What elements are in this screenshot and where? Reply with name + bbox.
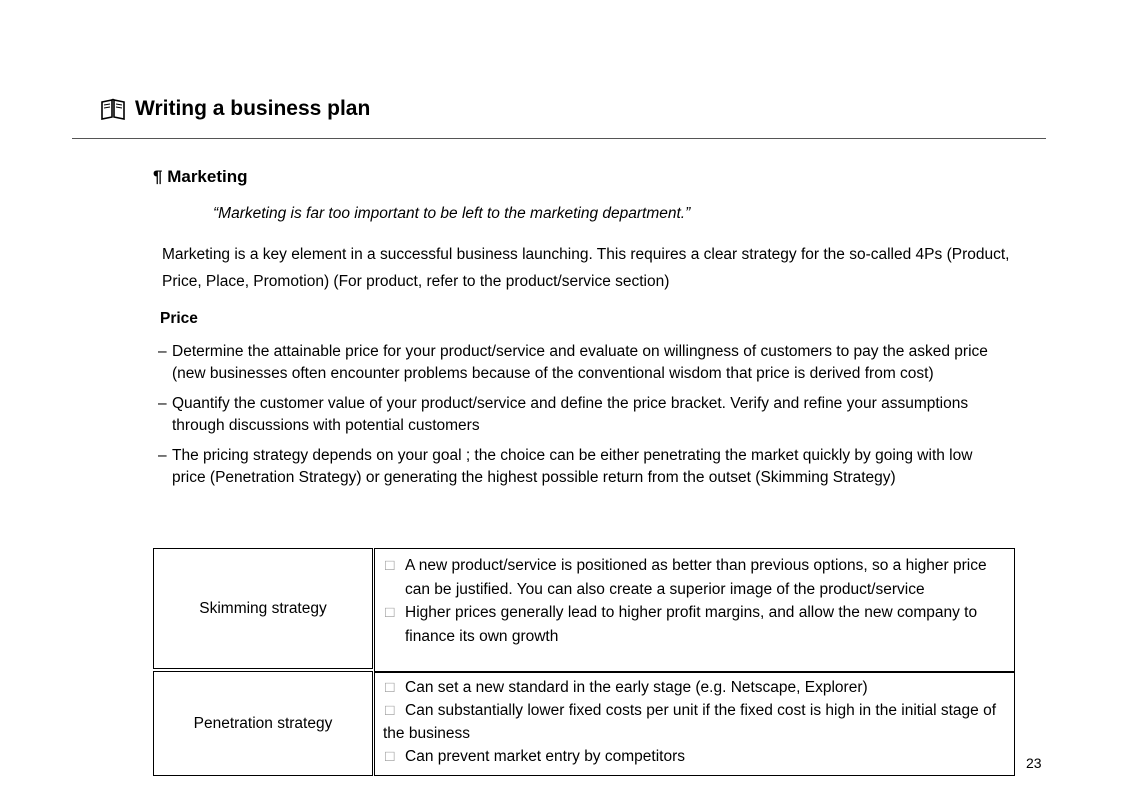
price-heading: Price xyxy=(160,310,198,327)
list-item xyxy=(158,341,998,384)
penetration-strategy-label: Penetration strategy xyxy=(193,714,333,732)
dash-marker: – xyxy=(158,343,167,360)
dash-marker: – xyxy=(158,395,167,412)
penetration-strategy-points-cell xyxy=(374,672,1015,776)
point-text: Can set a new standard in the early stage (e.g. Netscape, Explorer) xyxy=(405,679,868,696)
list-item xyxy=(158,393,998,436)
price-bullet-list xyxy=(158,341,998,497)
point-text: Can prevent market entry by competitors xyxy=(405,748,685,765)
bullet-icon: □ xyxy=(385,702,395,719)
page-number: 23 xyxy=(1026,755,1042,771)
list-item xyxy=(383,745,1014,768)
list-item xyxy=(383,699,1014,745)
page-title: Writing a business plan xyxy=(135,97,371,120)
point-text: Higher prices generally lead to higher profit margins, and allow the new company to finance its own growth xyxy=(405,604,978,645)
bullet-text: Quantify the customer value of your product/service and define the price bracket. Verify and refine your assumptions through discussions with potential customers xyxy=(172,395,969,434)
skimming-strategy-points-cell xyxy=(374,548,1015,672)
bullet-text: The pricing strategy depends on your goal ; the choice can be either penetrating the market quickly by going with low price (Penetration Strategy) or generating the highest possible return from the outset (Skimming Strategy) xyxy=(172,447,973,486)
section-title-text: Marketing xyxy=(167,167,248,186)
point-text: Can substantially lower fixed costs per unit if the fixed cost is high in the initial stage of the business xyxy=(383,702,997,742)
bullet-icon: □ xyxy=(385,604,395,621)
book-icon xyxy=(100,96,126,122)
point-text: A new product/service is positioned as better than previous options, so a higher price can be justified. You can also create a superior image of the product/service xyxy=(405,557,987,598)
header-divider xyxy=(72,138,1046,139)
skimming-strategy-label-cell xyxy=(153,548,373,669)
intro-paragraph: Marketing is a key element in a successful business launching. This requires a clear strategy for the so-called 4Ps (Product, Price, Place, Promotion) (For product, refer to the product/service section) xyxy=(162,246,1010,290)
section-title xyxy=(153,166,248,188)
list-item xyxy=(383,554,1014,601)
bullet-icon: □ xyxy=(385,557,395,574)
marketing-quote: “Marketing is far too important to be left to the marketing department.” xyxy=(213,205,691,222)
dash-marker: – xyxy=(158,447,167,464)
skimming-strategy-label: Skimming strategy xyxy=(199,599,327,617)
list-item xyxy=(383,676,1014,699)
list-item xyxy=(383,601,1014,648)
bullet-text: Determine the attainable price for your product/service and evaluate on willingness of customers to pay the asked price (new businesses often encounter problems because of the conventional wisdom that price is derived from cost) xyxy=(172,343,988,382)
list-item xyxy=(158,445,998,488)
penetration-strategy-label-cell xyxy=(153,671,373,776)
pilcrow-marker: ¶ xyxy=(153,167,163,186)
bullet-icon: □ xyxy=(385,748,395,765)
bullet-icon: □ xyxy=(385,679,395,696)
